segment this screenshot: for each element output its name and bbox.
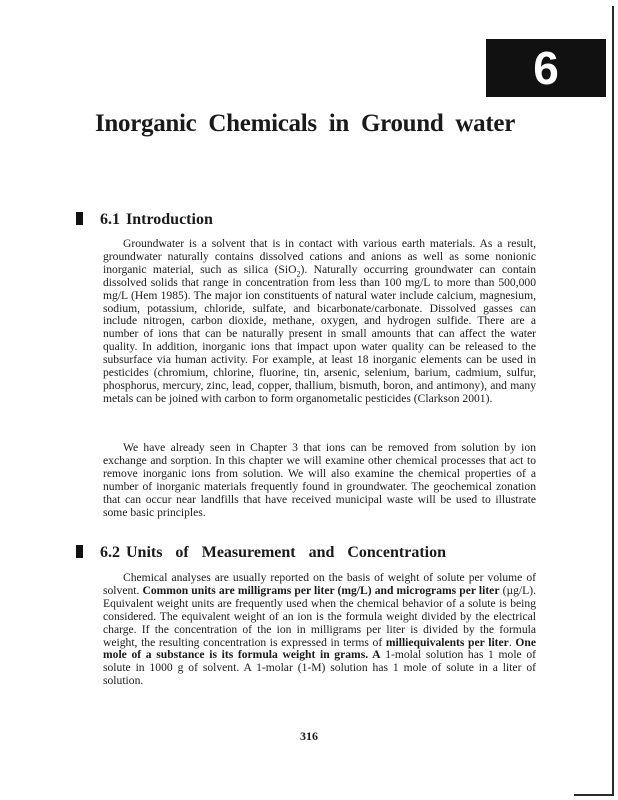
section-title: Introduction [126, 211, 213, 228]
silica-subscript: 2 [296, 269, 301, 279]
chapter-number: 6 [533, 42, 559, 94]
units-paragraph [103, 572, 536, 688]
section-heading-introduction [76, 211, 213, 229]
units-text-bold-2: One mole of a substance is its formula weight in grams. A [103, 635, 536, 662]
chapter-title: Inorganic Chemicals in Ground water [95, 110, 515, 137]
section-title: Units of Measurement and Concentration [126, 544, 446, 561]
intro-text-a: Groundwater is a solvent that is in contact with various earth materials. As a result, groundwater naturally contains dissolved cations and anions as well as some nonionic inorganic material, such as silica (SiO [103, 237, 536, 276]
units-text-3: . [508, 635, 512, 649]
intro-paragraph-2: We have already seen in Chapter 3 that ions can be removed from solution by ion exchange and sorption. In this chapter we will examine other chemical processes that act to remove inorganic ions from solution. We will also examine the chemical properties of a number of inorganic materials frequently found in groundwater. The geochemical zonation that can occur near landfills that have received municipal waste will be used to illustrate some basic principles. [103, 441, 536, 519]
chapter-number-box [486, 39, 606, 97]
units-term-milliequivalents: milliequivalents per liter [385, 635, 509, 649]
section-heading-units [76, 544, 446, 562]
units-text-4: 1-molal solution has 1 mole of solute in 1000 g of solvent. A 1-molar (1-M) solution has 1 mole of solute in a liter of solution. [103, 648, 537, 688]
section-bullet-icon [76, 212, 83, 225]
section-number: 6.2 [100, 544, 120, 561]
page-edge-rule [612, 6, 614, 794]
intro-text-b: ). Naturally occurring groundwater can contain dissolved solids that range in concentration from less than 100 mg/L to more than 500,000 mg/L (Hem 1985). The major ion constituents of natural water include calcium, magnesium, sodium, potassium, chloride, sulfate, and bicarbonate/carbonate. Dissolved gasses can include nitrogen, carbon dioxide, methane, oxygen, and hydrogen sulfide. There are a number of ions that can be naturally present in small amounts that can affect the water quality. In addition, inorganic ions that impact upon water quality can be released to the subsurface via human activity. For example, at least 18 inorganic elements can be used in pesticides (chromium, chlorine, fluorine, tin, arsenic, selenium, barium, cadmium, sulfur, phosphorus, mercury, zinc, lead, copper, thallium, bismuth, boron, and antimony), and many metals can be joined with carbon to form organometalic pesticides (Clarkson 2001). [103, 262, 536, 405]
page-corner-rule [574, 794, 614, 796]
intro-paragraph-1 [103, 238, 536, 406]
units-text-2: (µg/L). Equivalent weight units are frequently used when the chemical behavior of a solute is being considered. The equivalent weight of an ion is the formula weight divided by the electrical charge. If the concentration of the ion in milligrams per liter is divided by the formula weight, the resulting concentration is expressed in terms of [103, 583, 536, 649]
units-text-1: Chemical analyses are usually reported on the basis of weight of solute per volume of solvent. [103, 571, 536, 597]
section-bullet-icon [76, 545, 83, 558]
page-number: 316 [300, 729, 318, 743]
units-text-bold-1: Common units are milligrams per liter (mg/L) and micrograms per liter [142, 583, 500, 597]
section-number: 6.1 [100, 211, 120, 228]
